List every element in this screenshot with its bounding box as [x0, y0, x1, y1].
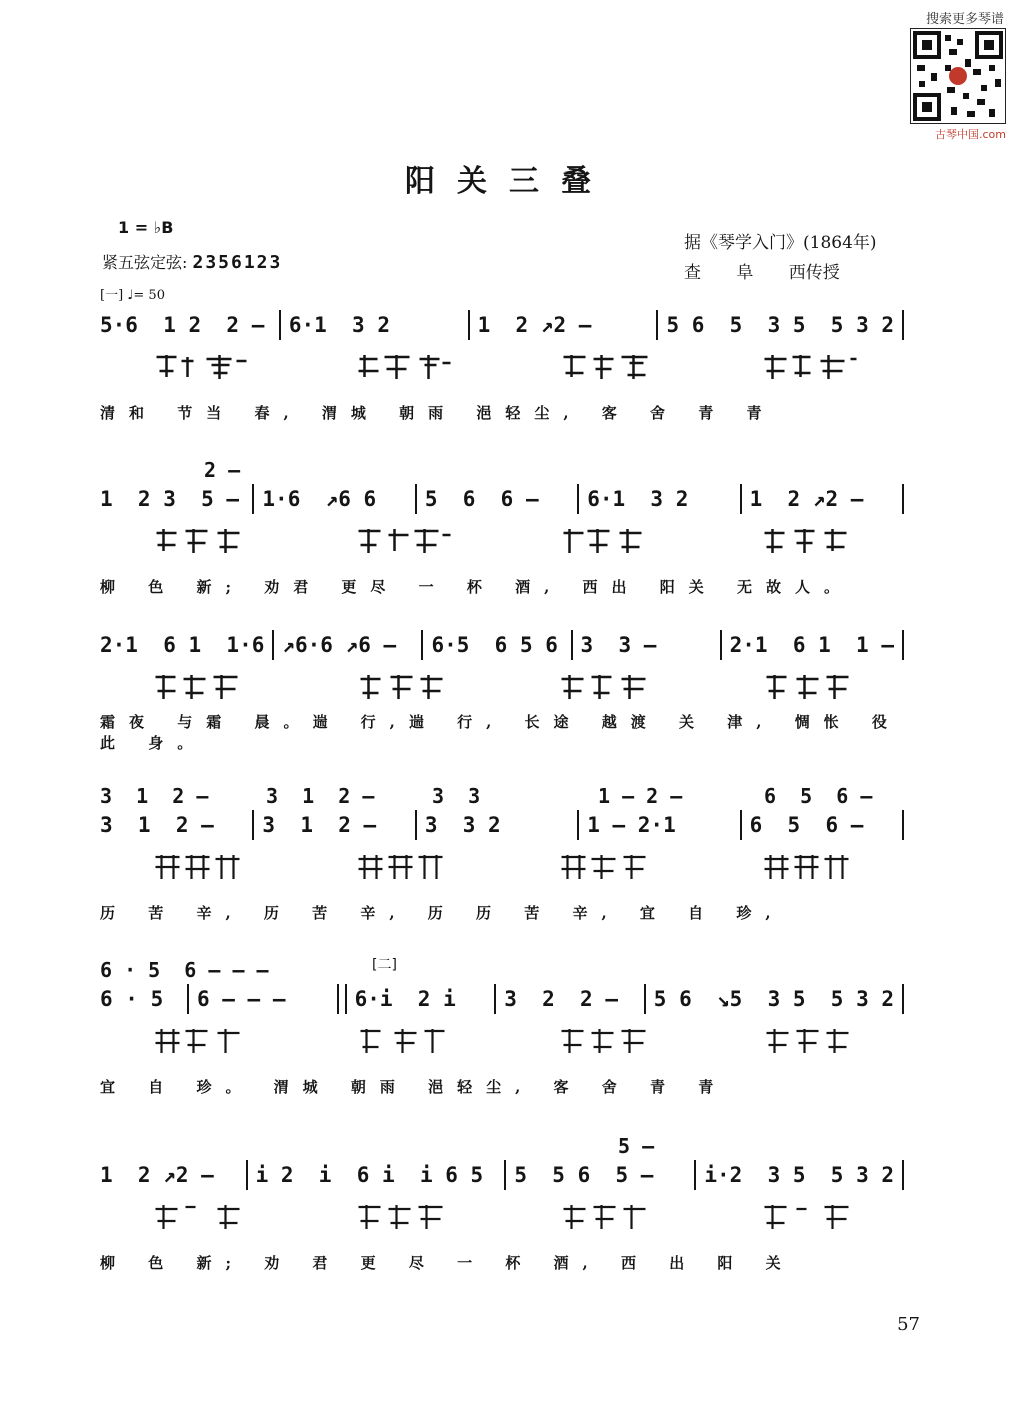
notation-row: [100, 808, 912, 842]
barline: [656, 310, 658, 340]
measure: 1 2 ↗2 —: [749, 487, 864, 511]
measure: 1 2 ↗2 —: [100, 1163, 214, 1187]
jianzi-glyph: [307, 351, 502, 381]
barline: [571, 630, 573, 660]
tempo-marking: [一] ♩= 50: [100, 288, 165, 303]
transmitter-credit: 查 阜 西传授: [684, 263, 840, 283]
upper-note: 5 —: [618, 1134, 655, 1158]
jianzi-glyph: [510, 1025, 705, 1055]
barline: [694, 1160, 696, 1190]
measure: 2·1 6 1 1·6: [100, 633, 265, 657]
upper-notation-row: [100, 458, 912, 482]
measure: 3 3 —: [580, 633, 657, 657]
jianzi-glyph: [510, 671, 705, 701]
measure: 3 3 2: [424, 813, 501, 837]
measure: 5 6 5 3 5 5 3 2: [666, 313, 895, 337]
barline: [252, 484, 254, 514]
barline: [279, 310, 281, 340]
section-marker: [二]: [372, 957, 397, 973]
measure: 5 6 ↘5 3 5 5 3 2: [653, 987, 895, 1011]
measure: 1 — 2·1: [587, 813, 676, 837]
barline: [902, 984, 904, 1014]
measure: 6 5 6 —: [749, 813, 864, 837]
measure: 1 2 3 5 —: [100, 487, 240, 511]
lyrics-row: 历 苦 辛, 历 苦 辛, 历 历 苦 辛, 宜 自 珍,: [100, 903, 785, 922]
jianzi-glyph: [307, 525, 502, 555]
measure: 6·5 6 5 6: [431, 633, 558, 657]
barline: [187, 984, 189, 1014]
qr-code-image[interactable]: [910, 28, 1006, 124]
notation-row: [100, 628, 912, 662]
measure: 2·1 6 1 1 —: [729, 633, 894, 657]
notation-row: [100, 982, 912, 1016]
tuning-label: 紧五弦定弦:: [102, 253, 188, 272]
source-credit: 据《琴学入门》(1864年): [684, 233, 877, 253]
measure: 6·1 3 2: [288, 313, 390, 337]
notation-row: [100, 482, 912, 516]
upper-note: 6 · 5 6 — — —: [100, 958, 269, 982]
barline: [644, 984, 646, 1014]
double-barline: [337, 984, 347, 1014]
jianzi-glyph: [510, 351, 705, 381]
page-number: 57: [897, 1314, 920, 1335]
notation-row: [100, 1158, 912, 1192]
jianzi-tablature-row: [100, 1016, 912, 1064]
barline: [246, 1160, 248, 1190]
jianzi-glyph: [307, 1025, 502, 1055]
barline: [720, 630, 722, 660]
measure: 6 — — —: [196, 987, 286, 1011]
jianzi-glyph: [713, 351, 908, 381]
jianzi-glyph: [713, 1025, 908, 1055]
lyrics-row: 宜 自 珍。 渭城 朝雨 浥轻尘, 客 舍 青 青: [100, 1077, 728, 1096]
jianzi-glyph: [307, 671, 502, 701]
upper-measure: 6 5 6 —: [764, 784, 873, 808]
barline: [740, 810, 742, 840]
barline: [577, 484, 579, 514]
upper-measure: 1 — 2 —: [598, 784, 683, 808]
jianzi-glyph: [713, 525, 908, 555]
measure: 3 1 2 —: [100, 813, 214, 837]
measure: 3 1 2 —: [262, 813, 377, 837]
jianzi-glyph: [104, 351, 299, 381]
barline: [902, 310, 904, 340]
upper-measure: 3 1 2 —: [266, 784, 375, 808]
tuning-line: [102, 250, 282, 273]
barline: [421, 630, 423, 660]
measure: 3 2 2 —: [504, 987, 618, 1011]
measure: 5 5 6 5 —: [514, 1163, 654, 1187]
qr-brand-label: 古琴中国.com: [935, 128, 1006, 141]
jianzi-tablature-row: [100, 842, 912, 890]
score-title: 阳关三叠: [405, 164, 613, 199]
barline: [272, 630, 274, 660]
key-signature: 1 = ♭B: [118, 218, 174, 237]
lyrics-row: 柳 色 新; 劝 君 更 尽 一 杯 酒, 西 出 阳 关: [100, 1253, 795, 1272]
barline: [494, 984, 496, 1014]
measure: 6 · 5: [100, 987, 164, 1011]
jianzi-glyph: [510, 1201, 705, 1231]
score-system-4: [100, 784, 912, 934]
lyrics-row: 霜夜 与霜 晨。遄 行,遄 行, 长途 越渡 关 津, 惆怅 役此 身。: [100, 713, 901, 752]
barline: [415, 484, 417, 514]
measure: 1·6 ↗6 6: [262, 487, 377, 511]
jianzi-glyph: [713, 671, 908, 701]
tuning-numbers: 2356123: [192, 252, 283, 273]
barline: [902, 484, 904, 514]
measure: i 2 i 6 i i 6 5: [255, 1163, 484, 1187]
jianzi-tablature-row: [100, 1192, 912, 1240]
notation-row: [100, 308, 912, 342]
lyrics-row: 柳 色 新; 劝君 更尽 一 杯 酒, 西出 阳关 无故人。: [100, 577, 853, 596]
site-label: 搜索更多琴谱: [925, 12, 1004, 27]
upper-notation-row: [100, 1134, 912, 1158]
score-system-1: [100, 308, 912, 434]
jianzi-glyph: [307, 851, 502, 881]
measure: 5 6 6 —: [424, 487, 539, 511]
jianzi-glyph: [307, 1201, 502, 1231]
jianzi-glyph: [104, 851, 299, 881]
upper-measure: 3 3: [432, 784, 481, 808]
measure: 6·i 2 i: [354, 987, 456, 1011]
score-system-6: [100, 1134, 912, 1284]
barline: [252, 810, 254, 840]
measure: ↗6·6 ↗6 —: [282, 633, 397, 657]
jianzi-tablature-row: [100, 516, 912, 564]
barline: [740, 484, 742, 514]
lyrics-row: 清和 节当 春, 渭城 朝雨 浥轻尘, 客 舍 青 青: [100, 403, 776, 422]
jianzi-glyph: [510, 851, 705, 881]
measure: i·2 3 5 5 3 2: [704, 1163, 895, 1187]
jianzi-glyph: [713, 1201, 908, 1231]
measure: 1 2 ↗2 —: [477, 313, 592, 337]
jianzi-glyph: [104, 1025, 299, 1055]
jianzi-glyph: [713, 851, 908, 881]
jianzi-glyph: [104, 525, 299, 555]
barline: [902, 1160, 904, 1190]
barline: [902, 810, 904, 840]
upper-notation-row: [100, 958, 912, 982]
barline: [577, 810, 579, 840]
jianzi-glyph: [104, 1201, 299, 1231]
barline: [902, 630, 904, 660]
upper-notation-row: [100, 784, 912, 808]
upper-note: 2 —: [204, 458, 241, 482]
upper-measure: 3 1 2 —: [100, 784, 209, 808]
jianzi-tablature-row: [100, 662, 912, 710]
jianzi-glyph: [104, 671, 299, 701]
jianzi-tablature-row: [100, 342, 912, 390]
score-system-2: [100, 458, 912, 608]
barline: [504, 1160, 506, 1190]
measure: 5·6 1 2 2 —: [100, 313, 265, 337]
jianzi-glyph: [510, 525, 705, 555]
barline: [415, 810, 417, 840]
score-system-3: [100, 628, 912, 754]
measure: 6·1 3 2: [587, 487, 689, 511]
score-system-5: [100, 958, 912, 1108]
barline: [468, 310, 470, 340]
